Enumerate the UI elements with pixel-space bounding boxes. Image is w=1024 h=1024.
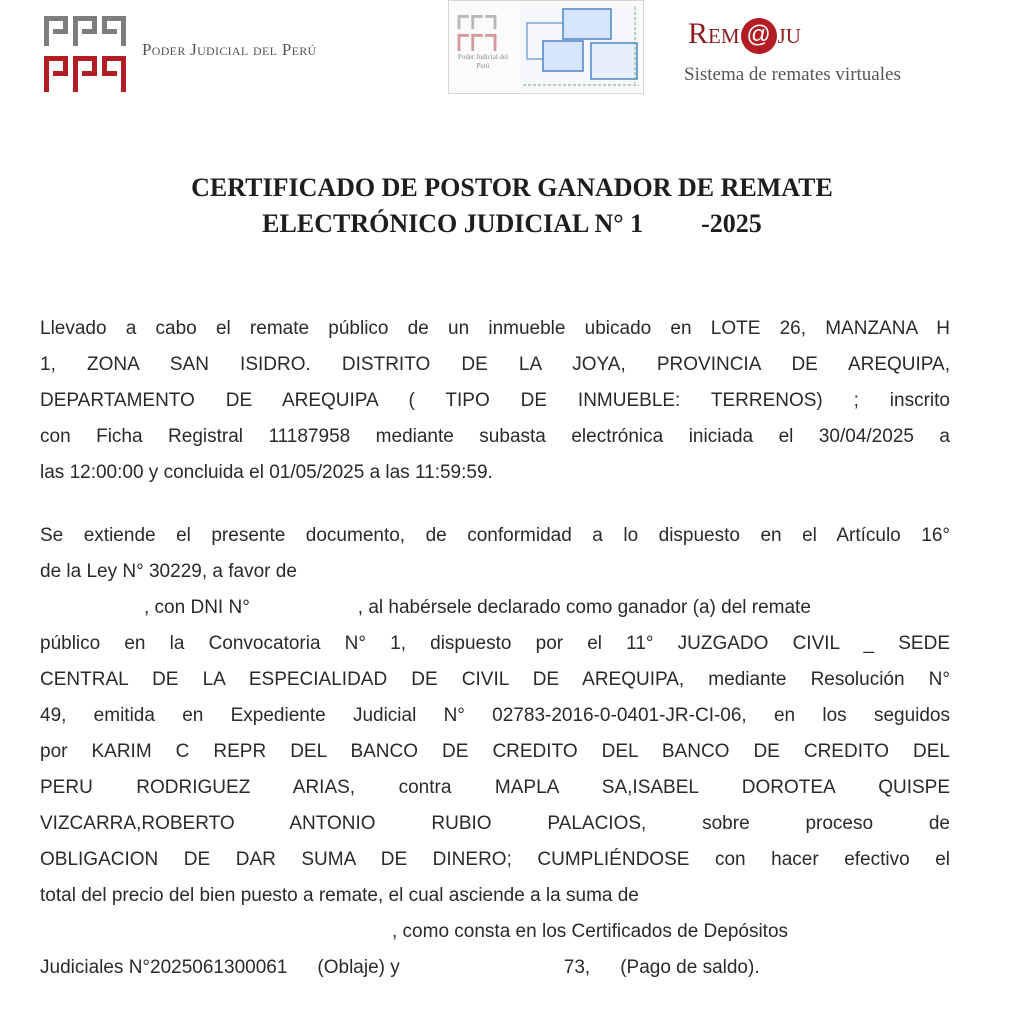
paragraph-auction-details [40,311,950,491]
deposit-number: Judiciales N°2025061300061 [40,957,288,978]
judicial-stamp [448,0,644,94]
payment-balance-label: (Pago de saldo). [620,957,760,978]
paragraph-line [40,590,950,626]
deposit-certificates-text: , como consta en los Certificados de Depósitos [392,921,789,942]
institution-name: Poder Judicial del Perú [142,40,317,59]
paragraph-certificate-body [40,518,950,986]
document-title-line-2 [0,208,1024,240]
stamp-logo-icon [457,15,497,51]
stamp-caption: Poder Judicial del Perú [457,53,509,70]
paragraph-line: de la Ley N° 30229, a favor de [40,561,297,582]
paragraph-line: CENTRAL DE LA ESPECIALIDAD DE CIVIL DE AREQUIPA, mediante Resolución N° [40,669,950,690]
stamp-graphic-icon [519,3,641,91]
oblaje-label: (Oblaje) y [317,957,400,978]
remaju-left: Rem [688,17,740,50]
remaju-subtitle: Sistema de remates virtuales [684,64,901,85]
paragraph-line: con Ficha Registral 11187958 mediante subasta electrónica iniciada el 30/04/2025 a [40,426,950,447]
remaju-at-icon: @ [741,18,777,54]
paragraph-line: Llevado a cabo el remate público de un inmueble ubicado en LOTE 26, MANZANA H [40,318,950,339]
remaju-right: ju [777,17,801,50]
paragraph-line: DEPARTAMENTO DE AREQUIPA ( TIPO DE INMUEBLE: TERRENOS) ; inscrito [40,390,950,411]
winner-declaration: , al habérsele declarado como ganador (a) del remate [357,597,811,618]
paragraph-line: OBLIGACION DE DAR SUMA DE DINERO; CUMPLIÉNDOSE con hacer efectivo el [40,849,950,870]
title-year: -2025 [701,209,762,238]
paragraph-line: por KARIM C REPR DEL BANCO DE CREDITO DEL BANCO DE CREDITO DEL [40,741,950,762]
paragraph-line [40,950,950,986]
poder-judicial-logo-icon [44,16,126,92]
paragraph-line: Se extiende el presente documento, de conformidad a lo dispuesto en el Artículo 16° [40,525,950,546]
dni-label: , con DNI N° [144,597,250,618]
paragraph-line [40,914,950,950]
paragraph-line: las 12:00:00 y concluida el 01/05/2025 a las 11:59:59. [40,462,493,483]
paragraph-line: total del precio del bien puesto a remate, el cual asciende a la suma de [40,885,639,906]
paragraph-line: 1, ZONA SAN ISIDRO. DISTRITO DE LA JOYA, PROVINCIA DE AREQUIPA, [40,354,950,375]
deposit-number-suffix: 73, [563,957,591,978]
document-title-line-1: CERTIFICADO DE POSTOR GANADOR DE REMATE [191,173,833,202]
paragraph-line: 49, emitida en Expediente Judicial N° 02783-2016-0-0401-JR-CI-06, en los seguidos [40,705,950,726]
paragraph-line: público en la Convocatoria N° 1, dispuesto por el 11° JUZGADO CIVIL _ SEDE [40,633,950,654]
paragraph-line: VIZCARRA,ROBERTO ANTONIO RUBIO PALACIOS, sobre proceso de [40,813,950,834]
paragraph-line: PERU RODRIGUEZ ARIAS, contra MAPLA SA,ISABEL DOROTEA QUISPE [40,777,950,798]
remaju-logo [688,14,801,54]
title-number: ELECTRÓNICO JUDICIAL N° 1 [262,209,644,238]
